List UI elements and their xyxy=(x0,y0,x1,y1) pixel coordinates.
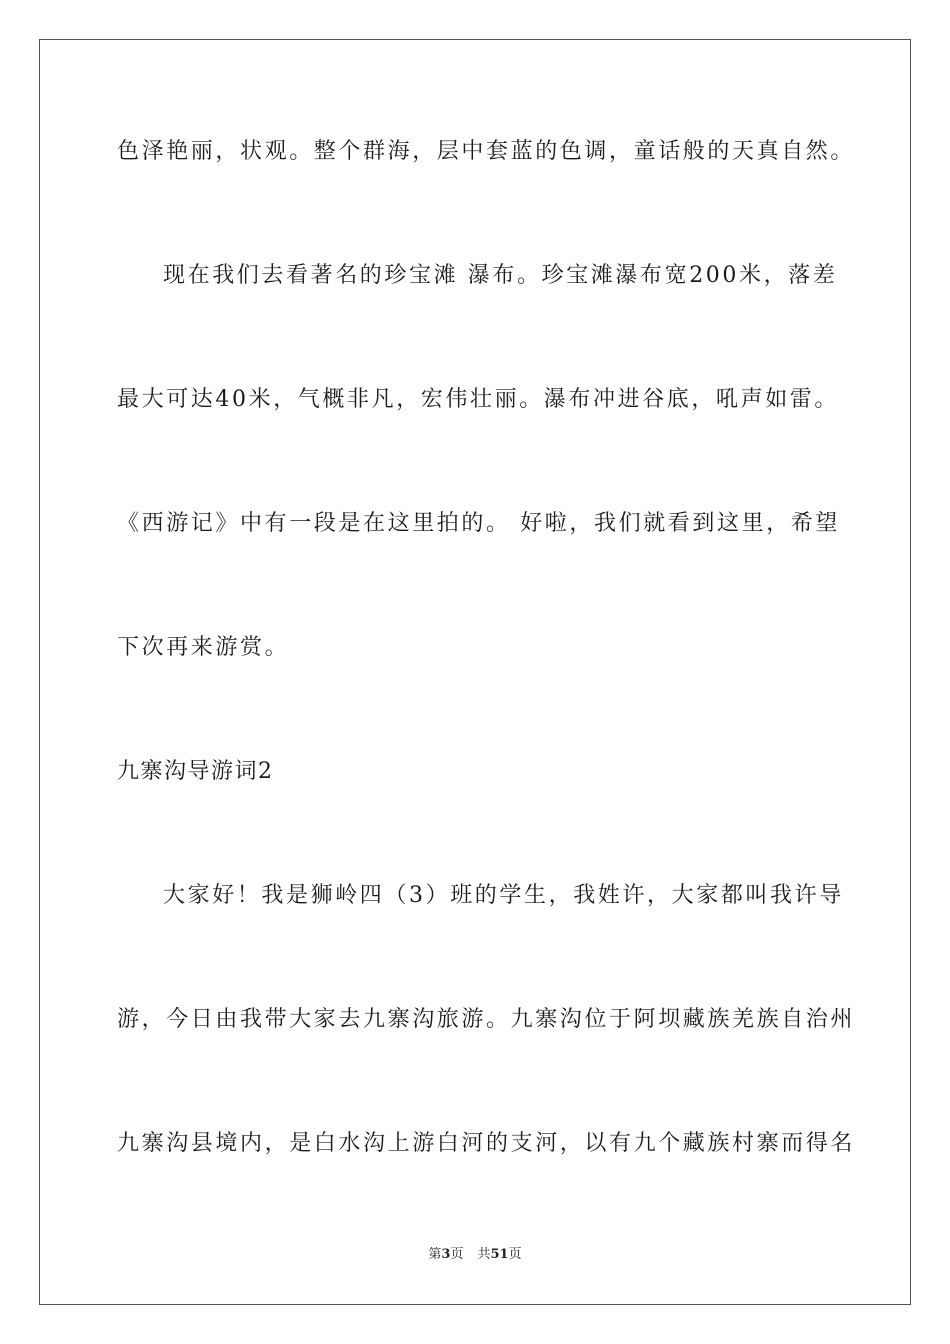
text-line-1: 色泽艳丽，状观。整个群海，层中套蓝的色调，童话般的天真自然。 xyxy=(117,139,856,164)
text-line-5: 下次再来游赏。 xyxy=(117,635,290,660)
footer-page-suffix: 页 xyxy=(450,1247,464,1262)
paragraph-line-waterfall: 现在我们去看著名的珍宝滩 瀑布。珍宝滩瀑布宽200米，落差 xyxy=(163,263,838,288)
footer-total-prefix: 共 xyxy=(477,1247,491,1262)
footer-page-prefix: 第 xyxy=(428,1247,442,1262)
text-line-9: 九寨沟县境内，是白水沟上游白河的支河，以有九个藏族村寨而得名 xyxy=(117,1131,856,1156)
footer-total-suffix: 页 xyxy=(508,1247,522,1262)
text-line-8: 游，今日由我带大家去九寨沟旅游。九寨沟位于阿坝藏族羌族自治州 xyxy=(117,1007,856,1032)
page-border xyxy=(39,39,911,1305)
paragraph-line-intro: 大家好！我是狮岭四（3）班的学生，我姓许，大家都叫我许导 xyxy=(163,883,844,908)
footer-total-pages: 51 xyxy=(490,1247,509,1262)
footer-page-number: 3 xyxy=(441,1247,451,1262)
text-line-3: 最大可达40米，气概非凡，宏伟壮丽。瀑布冲进谷底，吼声如雷。 xyxy=(117,387,839,412)
text-line-4: 《西游记》中有一段是在这里拍的。 好啦，我们就看到这里，希望 xyxy=(117,511,840,536)
section-heading: 九寨沟导游词2 xyxy=(117,759,274,784)
page-footer xyxy=(0,1246,950,1264)
